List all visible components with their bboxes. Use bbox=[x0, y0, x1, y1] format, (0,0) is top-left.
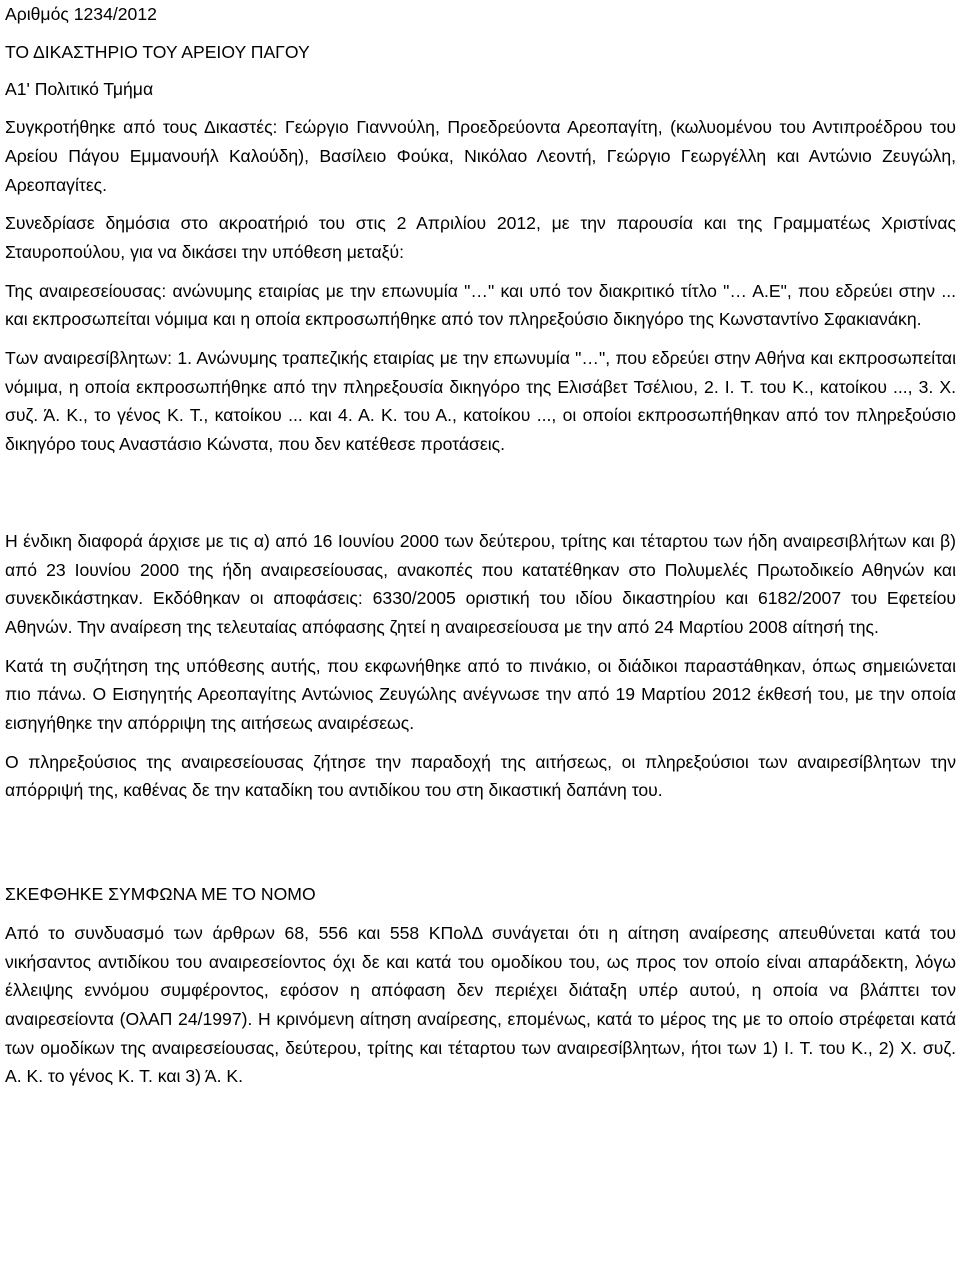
court-composition: Συγκροτήθηκε από τους Δικαστές: Γεώργιο Γιαννούλη, Προεδρεύοντα Αρεοπαγίτη, (κωλυομένου του Αντιπροέδρου του Αρείου Πάγου Εμμανουήλ Καλούδη), Βασίλειο Φούκα, Νικόλαο Λεοντή, Γεώργιο Γεωργέλλη και Αντώνιο Ζευγώλη, Αρεοπαγίτες. bbox=[5, 117, 956, 195]
court-name: ΤΟ ΔΙΚΑΣΤΗΡΙΟ ΤΟΥ ΑΡΕΙΟΥ ΠΑΓΟΥ bbox=[5, 41, 310, 62]
history-paragraph: Η ένδικη διαφορά άρχισε με τις α) από 16 Ιουνίου 2000 των δεύτερου, τρίτης και τέταρτου των ήδη αναιρεσιβλήτων και β) από 23 Ιουνίου 2000 της ήδη αναιρεσείουσας, ανακοπές που κατατέθηκαν στο Πολυμελές Πρωτοδικείο Αθηνών και συνεκδικάστηκαν. Εκδόθηκαν οι αποφάσεις: 6330/2005 οριστική του ιδίου δικαστηρίου και 6182/2007 του Εφετείου Αθηνών. Την αναίρεση της τελευταίας απόφασης ζητεί η αναιρεσείουσα με την από 24 Μαρτίου 2008 αίτησή της. bbox=[5, 530, 956, 637]
hearing-paragraph: Κατά τη συζήτηση της υπόθεσης αυτής, που εκφωνήθηκε από το πινάκιο, οι διάδικοι παραστάθηκαν, όπως σημειώνεται πιο πάνω. Ο Εισηγητής Αρεοπαγίτης Αντώνιος Ζευγώλης ανέγνωσε την από 19 Μαρτίου 2012 έκθεσή του, με την οποία εισηγήθηκε την απόρριψη της αιτήσεως αναιρέσεως. bbox=[5, 655, 956, 734]
document-page bbox=[5, 0, 956, 1091]
requests-paragraph: Ο πληρεξούσιος της αναιρεσείουσας ζήτησε την παραδοχή της αιτήσεως, οι πληρεξούσιοι των αναιρεσίβλητων την απόρριψή της, καθένας δε την καταδίκη του αντιδίκου του στη δικαστική δαπάνη του. bbox=[5, 751, 956, 801]
decision-number: Αριθμός 1234/2012 bbox=[5, 4, 157, 24]
session-paragraph: Συνεδρίασε δημόσια στο ακροατήριό του στις 2 Απριλίου 2012, με την παρουσία και της Γραμματέως Χριστίνας Σταυροπούλου, για να δικάσει την υπόθεση μεταξύ: bbox=[5, 213, 956, 262]
appellant-paragraph: Της αναιρεσείουσας: ανώνυμης εταιρίας με την επωνυμία "…" και υπό τον διακριτικό τίτλο "… Α.Ε", που εδρεύει στην ... και εκπροσωπείται νόμιμα και η οποία εκπροσωπήθηκε από τον πληρεξούσιο δικηγόρο της Κωνσταντίνο Σφακιανάκη. bbox=[5, 280, 956, 330]
respondents-paragraph: Των αναιρεσίβλητων: 1. Ανώνυμης τραπεζικής εταιρίας με την επωνυμία "…", που εδρεύει στην Αθήνα και εκπροσωπείται νόμιμα, η οποία εκπροσωπήθηκε από την πληρεξουσία δικηγόρο της Ελισάβετ Τσέλιου, 2. Ι. Τ. του Κ., κατοίκου ..., 3. Χ. συζ. Ά. Κ., το γένος Κ. Τ., κατοίκου ... και 4. Α. Κ. του Α., κατοίκου ..., οι οποίοι εκπροσωπήθηκαν από τον πληρεξούσιο δικηγόρο τους Αναστάσιο Κώνστα, που δεν κατέθεσε προτάσεις. bbox=[5, 348, 956, 455]
court-section: Α1' Πολιτικό Τμήμα bbox=[5, 79, 154, 100]
reasoning-paragraph: Από το συνδυασμό των άρθρων 68, 556 και 558 ΚΠολΔ συνάγεται ότι η αίτηση αναίρεσης απευθύνεται κατά του νικήσαντος αντιδίκου του αναιρεσείοντος όχι δε και κατά του ομοδίκου του, ως προς τον οποίο είναι απαράδεκτη, λόγω έλλειψης εννόμου συμφέροντος, εφόσον η απόφαση δεν περιέχει διάταξη υπέρ αυτού, η οποία να βλάπτει τον αναιρεσείοντα (ΟλΑΠ 24/1997). Η κρινόμενη αίτηση αναίρεσης, επομένως, κατά το μέρος της με το οποίο στρέφεται κατά των ομοδίκων της αναιρεσείουσας, δεύτερου, τρίτης και τέταρτου των αναιρεσίβλητων, ήτοι των 1) Ι. Τ. του Κ., 2) Χ. συζ. Α. Κ. το γένος Κ. Τ. και 3) Ά. Κ. bbox=[5, 922, 956, 1087]
section-heading: ΣΚΕΦΘΗΚΕ ΣΥΜΦΩΝΑ ΜΕ ΤΟ ΝΟΜΟ bbox=[5, 884, 316, 905]
